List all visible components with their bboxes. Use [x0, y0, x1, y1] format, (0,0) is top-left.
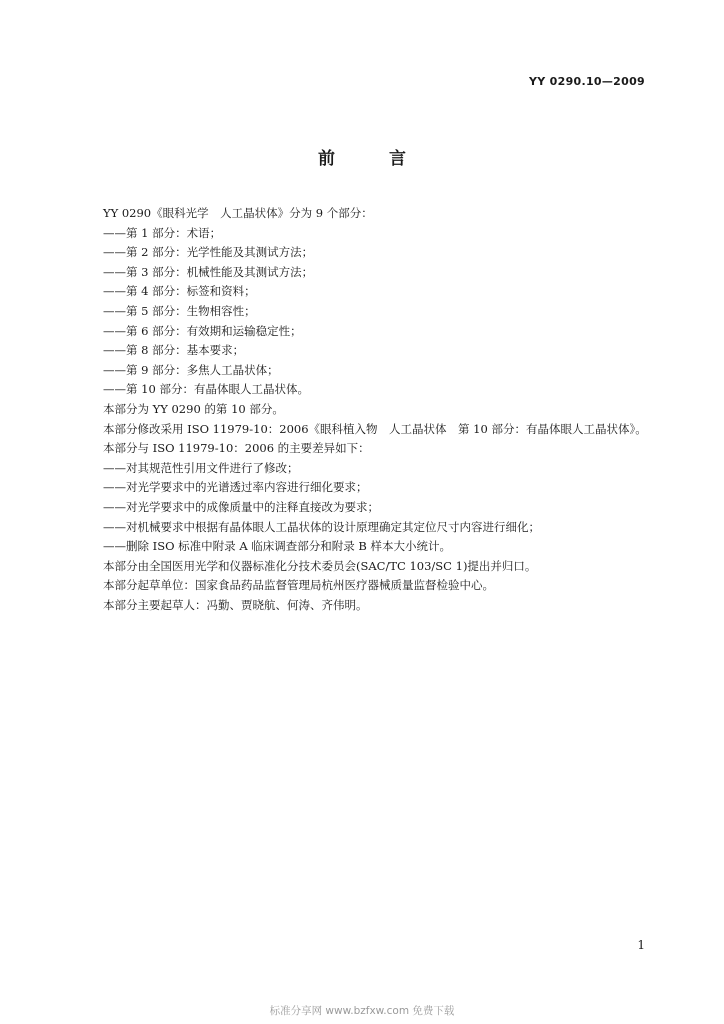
list-item-part-8: ——第 8 部分：基本要求；: [103, 343, 245, 358]
paragraph-drafters: 本部分主要起草人：冯勤、贾晓航、何涛、齐伟明。: [103, 597, 368, 612]
list-item-part-3: ——第 3 部分：机械性能及其测试方法；: [103, 264, 314, 279]
list-item-part-1: ——第 1 部分：术语；: [103, 225, 222, 240]
document-body: [80, 204, 648, 615]
list-item-part-9: ——第 9 部分：多焦人工晶状体；: [103, 362, 279, 377]
list-item-part-2: ——第 2 部分：光学性能及其测试方法；: [103, 245, 314, 260]
paragraph-this-part: 本部分为 YY 0290 的第 10 部分。: [103, 401, 284, 416]
list-item-part-4: ——第 4 部分：标签和资料；: [103, 284, 256, 299]
page-title: 前 言: [318, 149, 430, 169]
list-item-part-10: ——第 10 部分：有晶体眼人工晶状体。: [103, 382, 309, 397]
paragraph-adoption: 本部分修改采用 ISO 11979-10：2006《眼科植入物 人工晶状体 第 10 部分：有晶体眼人工晶状体》。: [103, 421, 647, 436]
paragraph-differences: 本部分与 ISO 11979-10：2006 的主要差异如下：: [103, 441, 370, 456]
paragraph-drafting-unit: 本部分起草单位：国家食品药品监督管理局杭州医疗器械质量监督检验中心。: [103, 578, 494, 593]
list-item-difference-1: ——对其规范性引用文件进行了修改；: [103, 460, 299, 475]
list-item-part-6: ——第 6 部分：有效期和运输稳定性；: [103, 323, 302, 338]
list-item-part-5: ——第 5 部分：生物相容性；: [103, 303, 256, 318]
page-number: 1: [637, 938, 645, 952]
paragraph-proposed-by: 本部分由全国医用光学和仪器标准化分技术委员会(SAC/TC 103/SC 1)提出并归口。: [103, 558, 537, 573]
list-item-difference-5: ——删除 ISO 标准中附录 A 临床调查部分和附录 B 样本大小统计。: [103, 539, 452, 554]
list-item-difference-3: ——对光学要求中的成像质量中的注释直接改为要求；: [103, 499, 379, 514]
paragraph-intro: YY 0290《眼科光学 人工晶状体》分为 9 个部分：: [103, 206, 373, 220]
list-item-difference-2: ——对光学要求中的光谱透过率内容进行细化要求；: [103, 480, 368, 495]
watermark-footer: 标准分享网 www.bzfxw.com 免费下载: [269, 1005, 455, 1017]
standard-number: YY 0290.10—2009: [529, 75, 645, 88]
list-item-difference-4: ——对机械要求中根据有晶体眼人工晶状体的设计原理确定其定位尺寸内容进行细化；: [103, 519, 540, 534]
